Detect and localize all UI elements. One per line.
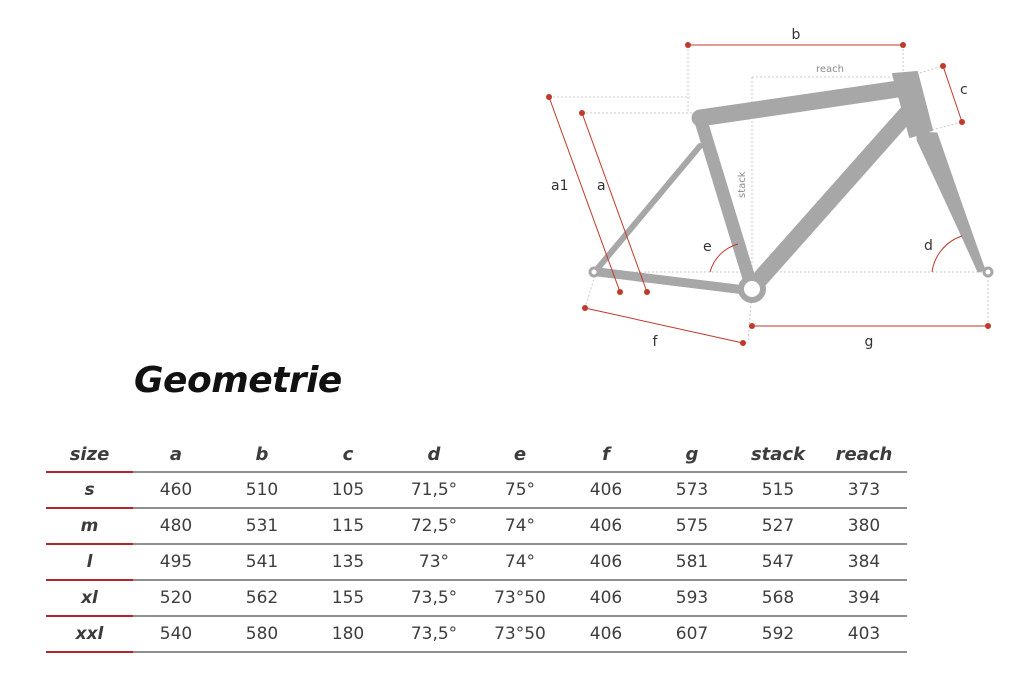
cell-e: 75°	[477, 472, 563, 508]
cell-reach: 384	[821, 544, 907, 580]
label-c: c	[960, 82, 968, 98]
cell-b: 541	[219, 544, 305, 580]
label-reach: reach	[815, 64, 845, 75]
front-dropout	[984, 268, 992, 276]
size-cell: s	[46, 472, 133, 508]
cell-b: 531	[219, 508, 305, 544]
cell-stack: 515	[735, 472, 821, 508]
cell-f: 406	[563, 616, 649, 652]
cell-c: 155	[305, 580, 391, 616]
geometry-table	[46, 437, 907, 653]
table-row	[46, 544, 907, 580]
label-e: e	[703, 239, 712, 255]
cell-d: 72,5°	[391, 508, 477, 544]
down-tube	[752, 110, 910, 288]
size-cell: xl	[46, 580, 133, 616]
cell-e: 74°	[477, 544, 563, 580]
cell-g: 593	[649, 580, 735, 616]
cell-b: 562	[219, 580, 305, 616]
cell-f: 406	[563, 472, 649, 508]
cell-a: 520	[133, 580, 219, 616]
cell-reach: 394	[821, 580, 907, 616]
cell-e: 74°	[477, 508, 563, 544]
seat-tube	[700, 118, 752, 288]
top-tube	[700, 88, 905, 118]
bike-frame	[598, 72, 985, 290]
header-size: size	[46, 437, 133, 472]
label-a: a	[597, 178, 606, 194]
cell-a: 540	[133, 616, 219, 652]
cell-reach: 380	[821, 508, 907, 544]
table-row	[46, 472, 907, 508]
header-g: g	[649, 437, 735, 472]
table-row	[46, 616, 907, 652]
cell-b: 580	[219, 616, 305, 652]
dim-a-line	[582, 113, 647, 292]
cell-b: 510	[219, 472, 305, 508]
header-c: c	[305, 437, 391, 472]
cell-c: 105	[305, 472, 391, 508]
cell-c: 135	[305, 544, 391, 580]
cell-f: 406	[563, 544, 649, 580]
cell-reach: 403	[821, 616, 907, 652]
cell-e: 73°50	[477, 580, 563, 616]
label-d: d	[924, 238, 933, 254]
table-header-row	[46, 437, 907, 472]
label-a1: a1	[551, 178, 569, 194]
header-f: f	[563, 437, 649, 472]
header-e: e	[477, 437, 563, 472]
cell-c: 180	[305, 616, 391, 652]
cell-stack: 527	[735, 508, 821, 544]
bottom-bracket	[741, 278, 763, 300]
cell-a: 460	[133, 472, 219, 508]
header-reach: reach	[821, 437, 907, 472]
cell-a: 480	[133, 508, 219, 544]
cell-a: 495	[133, 544, 219, 580]
label-stack: stack	[737, 171, 748, 198]
cell-g: 575	[649, 508, 735, 544]
angle-d-arc	[932, 236, 962, 272]
cell-d: 73,5°	[391, 616, 477, 652]
dim-a1-line	[549, 97, 620, 292]
page-title: Geometrie	[134, 360, 342, 401]
seat-stay	[598, 146, 700, 268]
header-d: d	[391, 437, 477, 472]
cell-g: 581	[649, 544, 735, 580]
cell-d: 73,5°	[391, 580, 477, 616]
label-b: b	[791, 27, 801, 43]
cell-stack: 547	[735, 544, 821, 580]
cell-d: 71,5°	[391, 472, 477, 508]
cell-reach: 373	[821, 472, 907, 508]
size-cell: l	[46, 544, 133, 580]
dimension-lines	[546, 42, 991, 346]
label-g: g	[864, 334, 874, 350]
header-stack: stack	[735, 437, 821, 472]
cell-d: 73°	[391, 544, 477, 580]
table-row	[46, 508, 907, 544]
dim-f-line	[585, 308, 743, 343]
reference-lines	[549, 45, 990, 343]
header-a: a	[133, 437, 219, 472]
size-cell: m	[46, 508, 133, 544]
rear-dropout	[590, 268, 598, 276]
cell-f: 406	[563, 580, 649, 616]
label-f: f	[652, 334, 658, 350]
cell-e: 73°50	[477, 616, 563, 652]
cell-f: 406	[563, 508, 649, 544]
cell-c: 115	[305, 508, 391, 544]
header-b: b	[219, 437, 305, 472]
cell-stack: 568	[735, 580, 821, 616]
cell-g: 573	[649, 472, 735, 508]
table-row	[46, 580, 907, 616]
cell-stack: 592	[735, 616, 821, 652]
chain-stay	[598, 272, 745, 290]
size-cell: xxl	[46, 616, 133, 652]
cell-g: 607	[649, 616, 735, 652]
